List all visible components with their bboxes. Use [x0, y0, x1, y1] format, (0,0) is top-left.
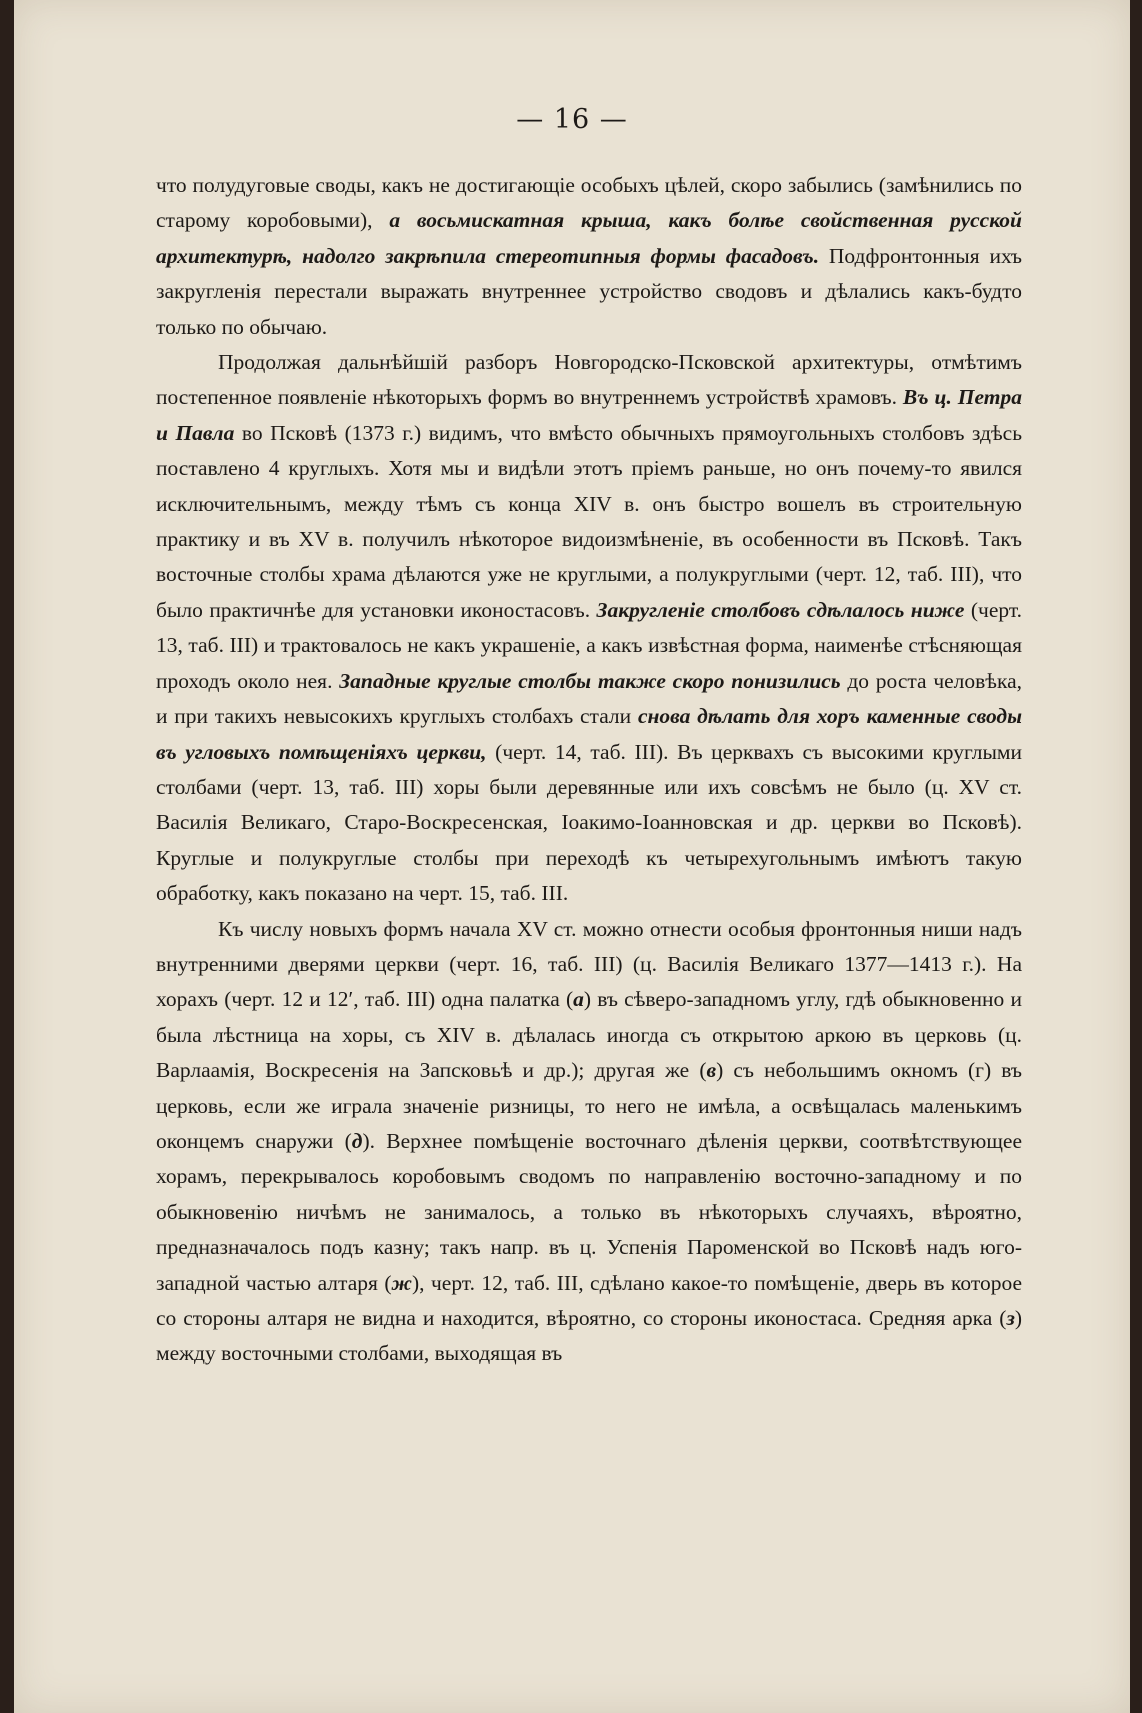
emphasized-text: Западные круглые столбы также скоро понизились [339, 668, 841, 693]
body-text [156, 168, 1022, 1372]
emphasized-text: Въ ц. Петра и Павла [156, 385, 1022, 445]
text-run: Къ числу новыхъ формъ начала XV ст. можно отнести особыя фронтонныя ниши надъ внутренними дверями церкви (черт. 16, таб. III) (ц. Василія Великаго 1377—1413 г.). На хорахъ (черт. 12 и 12′, таб. III) одна палатка ( [156, 916, 1022, 1012]
text-run: ) въ сѣверо-западномъ углу, гдѣ обыкновенно и была лѣстница на хоры, съ XIV в. дѣлалась иногда съ открытою аркою въ церковь (ц. Варлаамія, Воскресенія на Запсковьѣ и др.); другая же ( [156, 987, 1022, 1083]
emphasized-text: а [573, 987, 584, 1012]
book-page [14, 0, 1130, 1713]
emphasized-text: а восьмискатная крыша, какъ болѣе свойственная русской архитектурѣ, надолго закрѣпила стереотипныя формы фасадовъ. [156, 208, 1022, 268]
text-run: ) между восточными столбами, выходящая въ [156, 1306, 1022, 1366]
page-number: — 16 — [516, 104, 628, 135]
text-run: (черт. 14, таб. III). Въ церквахъ съ высокими круглыми столбами (черт. 13, таб. III) хоры были деревянные или ихъ совсѣмъ не было (ц. XV ст. Василія Великаго, Старо-Воскресенская, Іоакимо-Іоанновская и др. церкви во Псковѣ). Круглые и полукруглые столбы при переходѣ къ четырехугольнымъ имѣютъ такую обработку, какъ показано на черт. 15, таб. III. [156, 739, 1022, 906]
text-run: (черт. 13, таб. III) и трактовалось не какъ украшеніе, а какъ извѣстная форма, наименѣе стѣсняющая проходъ около нея. [156, 597, 1023, 693]
emphasized-text: ж [391, 1270, 412, 1295]
paragraph [156, 345, 1022, 912]
emphasized-text: снова дѣлать для хоръ каменные своды въ угловыхъ помѣщеніяхъ церкви, [156, 704, 1022, 764]
text-run: Подфронтонныя ихъ закругленія перестали выражать внутреннее устройство сводовъ и дѣлались какъ-будто только по обычаю. [156, 243, 1023, 339]
emphasized-text: з [1006, 1306, 1015, 1330]
text-run: что полудуговые своды, какъ не достигающіе особыхъ цѣлей, скоро забылись (замѣнились по старому коробовыми), [156, 173, 1022, 233]
emphasized-text: д [351, 1128, 363, 1153]
emphasized-text: в [706, 1058, 717, 1083]
text-run: до роста человѣка, и при такихъ невысокихъ круглыхъ столбахъ стали [156, 668, 1023, 729]
text-run: ), черт. 12, таб. III, сдѣлано какое-то помѣщеніе, дверь въ которое со стороны алтаря не видна и находится, вѣроятно, со стороны иконостаса. Средняя арка ( [156, 1270, 1023, 1330]
text-run: во Псковѣ (1373 г.) видимъ, что вмѣсто обычныхъ прямоугольныхъ столбовъ здѣсь поставлено 4 круглыхъ. Хотя мы и видѣли этотъ пріемъ раньше, но онъ почему-то явился исключительнымъ, между тѣмъ съ конца XIV в. онъ быстро вошелъ въ строительную практику и въ XV в. получилъ нѣкоторое видоизмѣненіе, въ особенности въ Псковѣ. Такъ восточные столбы храма дѣлаются уже не круглыми, а полукруглыми (черт. 12, таб. III), что было практичнѣе для установки иконостасовъ. [156, 420, 1022, 622]
text-run: ) съ небольшимъ окномъ (г) въ церковь, если же играла значеніе ризницы, то него не имѣла, а освѣщалась маленькимъ оконцемъ снаружи ( [156, 1058, 1022, 1153]
paragraph [156, 912, 1022, 1372]
paragraph [156, 168, 1022, 345]
text-run: ). Верхнее помѣщеніе восточнаго дѣленія церкви, соотвѣтствующее хорамъ, перекрывалось коробовымъ сводомъ по направленію восточно-западному и по обыкновенію ничѣмъ не занималось, а только въ нѣкоторыхъ случаяхъ, вѣроятно, предназначалось подъ казну; такъ напр. въ ц. Успенія Пароменской во Псковѣ надъ юго-западной частью алтаря ( [156, 1128, 1022, 1295]
emphasized-text: Закругленіе столбовъ сдѣлалось ниже [596, 597, 965, 622]
text-run: Продолжая дальнѣйшій разборъ Новгородско-Псковской архитектуры, отмѣтимъ постепенное появленіе нѣкоторыхъ формъ во внутреннемъ устройствѣ храмовъ. [156, 350, 1022, 410]
